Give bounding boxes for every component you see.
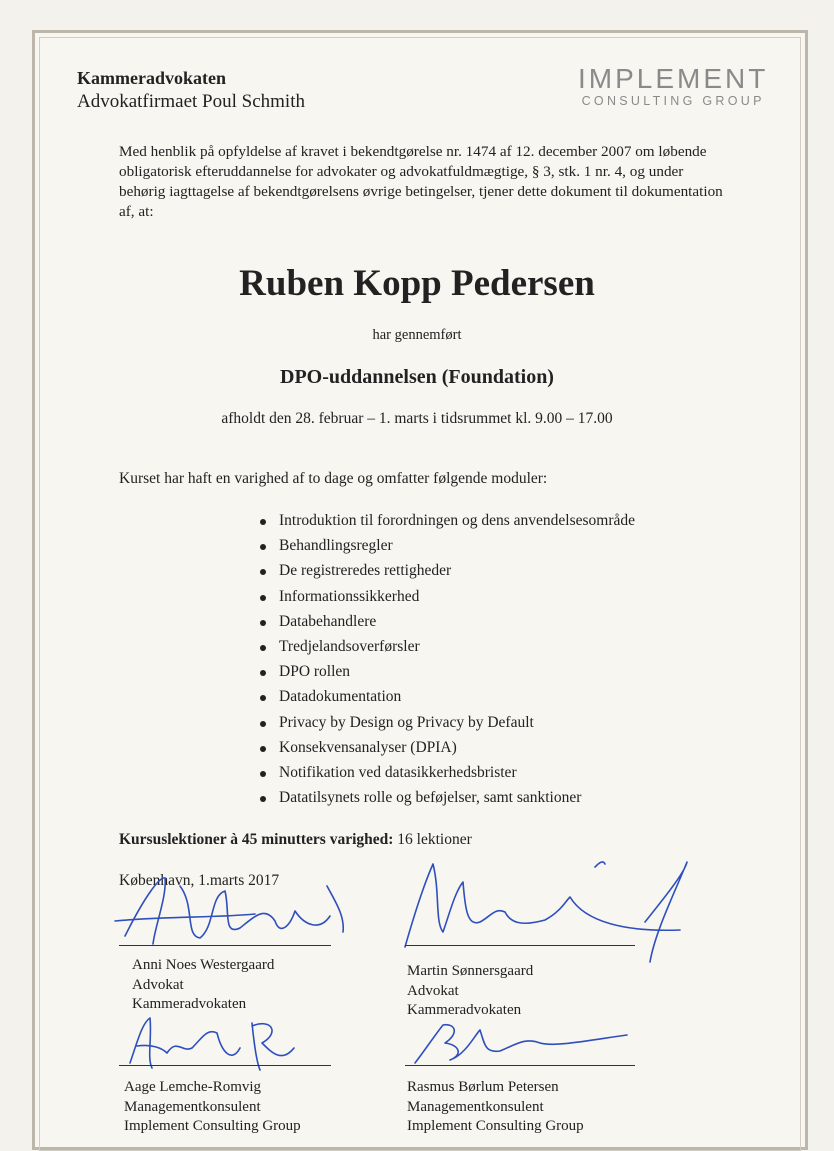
module-item: Konsekvensanalyser (DPIA) bbox=[260, 735, 635, 760]
signer-org: Implement Consulting Group bbox=[124, 1118, 301, 1134]
course-title: DPO-uddannelsen (Foundation) bbox=[280, 366, 554, 388]
signer-3 bbox=[124, 1078, 301, 1137]
module-item: Tredjelandsoverførsler bbox=[260, 634, 635, 659]
module-item: Datadokumentation bbox=[260, 684, 635, 709]
signer-title: Managementkonsulent bbox=[124, 1098, 261, 1115]
issuer-name: Kammeradvokaten bbox=[77, 68, 226, 88]
signer-name: Aage Lemche-Romvig bbox=[124, 1079, 262, 1095]
signature-scribble-4 bbox=[405, 1015, 645, 1070]
signature-line-2 bbox=[405, 945, 635, 946]
module-item: Privacy by Design og Privacy by Default bbox=[260, 710, 635, 735]
module-item: Notifikation ved datasikkerhedsbrister bbox=[260, 760, 635, 785]
place-date: København, 1.marts 2017 bbox=[119, 872, 280, 889]
course-description: Kurset har haft en varighed af to dage og omfatter følgende moduler: bbox=[119, 470, 548, 487]
module-item: Behandlingsregler bbox=[260, 533, 635, 558]
signer-name: Rasmus Børlum Petersen bbox=[407, 1079, 559, 1095]
module-item: Databehandlere bbox=[260, 609, 635, 634]
signer-org: Implement Consulting Group bbox=[407, 1118, 584, 1134]
module-item: Introduktion til forordningen og dens anvendelsesområde bbox=[260, 508, 635, 533]
issuer-block bbox=[77, 67, 305, 113]
signature-scribble-1 bbox=[105, 866, 355, 956]
completed-text: har gennemført bbox=[372, 327, 462, 343]
module-item: Informationssikkerhed bbox=[260, 584, 635, 609]
signature-line-3 bbox=[119, 1065, 331, 1066]
lessons-label: Kursuslektioner à 45 minutters varighed: bbox=[119, 831, 394, 848]
lessons-line bbox=[119, 831, 472, 849]
signature-scribble-3 bbox=[122, 1008, 302, 1078]
module-item: De registreredes rettigheder bbox=[260, 558, 635, 583]
logo-sub-text: CONSULTING GROUP bbox=[581, 94, 765, 108]
signer-name: Anni Noes Westergaard bbox=[132, 957, 275, 973]
participant-name: Ruben Kopp Pedersen bbox=[239, 263, 595, 304]
signer-4 bbox=[407, 1078, 584, 1137]
signature-line-1 bbox=[119, 945, 331, 946]
signer-name: Martin Sønnersgaard bbox=[407, 963, 534, 979]
logo-main-text: IMPLEMENT bbox=[578, 63, 769, 94]
signature-line-4 bbox=[405, 1065, 635, 1066]
signer-title: Managementkonsulent bbox=[407, 1098, 544, 1115]
signature-scribble-2 bbox=[395, 852, 695, 972]
signer-2 bbox=[407, 962, 533, 1021]
module-list bbox=[260, 508, 635, 810]
intro-paragraph: Med henblik på opfyldelse af kravet i bekendtgørelse nr. 1474 af 12. december 2007 om løbende obligatorisk efteruddannelse for advokater og advokatfuldmægtige, § 3, stk. 1 nr. 4, og under behørig iagttagelse af bekendtgørelsens øvrige betingelser, tjener dette dokument til dokumentation af, at: bbox=[119, 143, 723, 220]
implement-logo bbox=[578, 64, 768, 108]
signer-title: Advokat bbox=[132, 976, 184, 993]
module-item: Datatilsynets rolle og beføjelser, samt sanktioner bbox=[260, 785, 635, 810]
signer-1 bbox=[132, 956, 274, 1015]
signer-org: Kammeradvokaten bbox=[132, 996, 247, 1012]
held-dates: afholdt den 28. februar – 1. marts i tidsrummet kl. 9.00 – 17.00 bbox=[221, 410, 613, 427]
module-item: DPO rollen bbox=[260, 659, 635, 684]
issuer-firm: Advokatfirmaet Poul Schmith bbox=[77, 91, 305, 112]
signer-org: Kammeradvokaten bbox=[407, 1002, 522, 1018]
signer-title: Advokat bbox=[407, 982, 459, 999]
lessons-value: 16 lektioner bbox=[397, 831, 472, 848]
